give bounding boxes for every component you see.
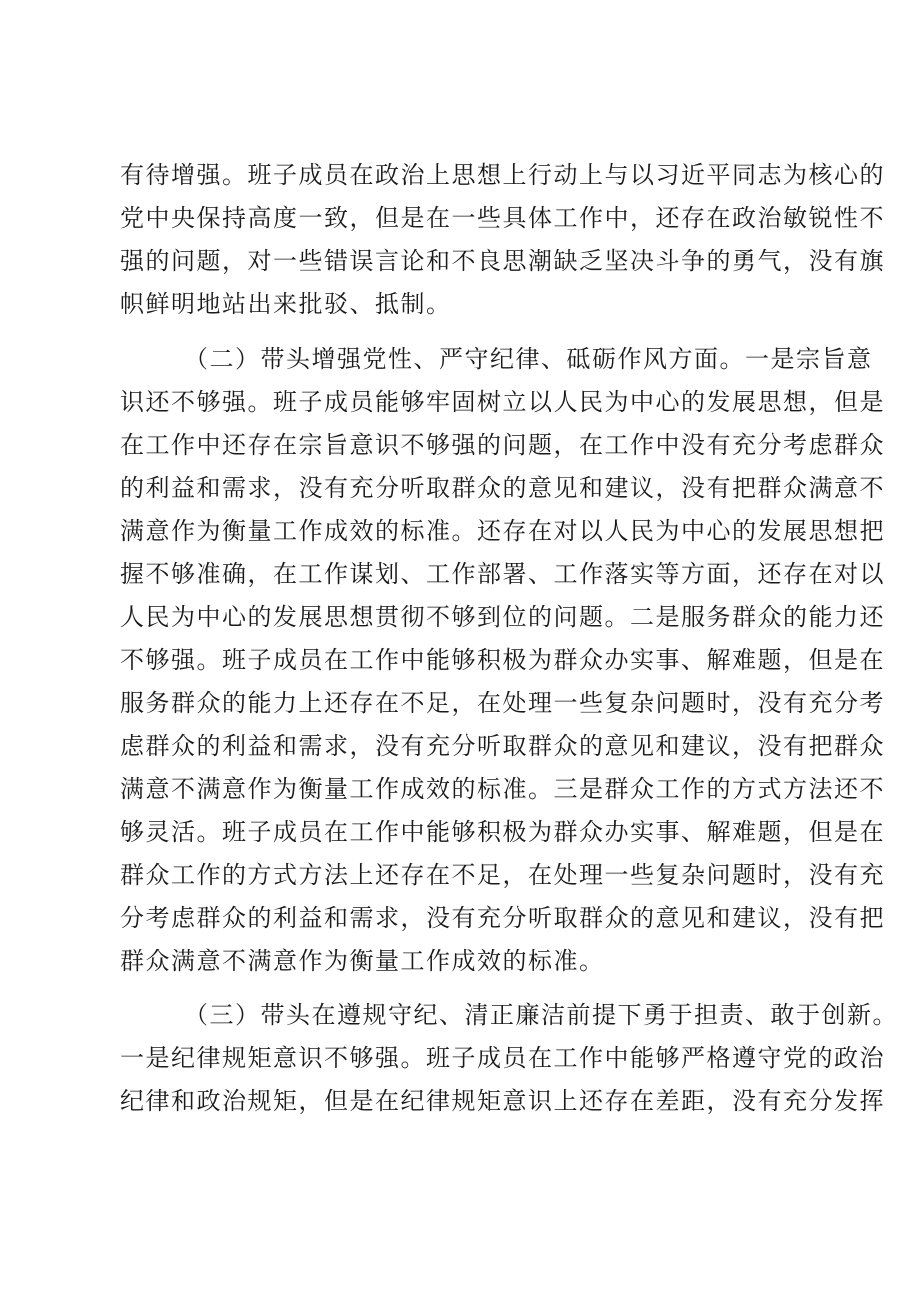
text-line: 群众满意不满意作为衡量工作成效的标准。 xyxy=(120,947,605,975)
text-line: （三）带头在遵规守纪、清正廉洁前提下勇于担责、敢于创新。 xyxy=(184,1001,898,1029)
paragraph-3 xyxy=(120,994,898,1123)
text-line: 党中央保持高度一致，但是在一些具体工作中，还存在政治敏锐性不 xyxy=(120,204,885,232)
paragraph-1 xyxy=(120,154,885,326)
text-line: 群众工作的方式方法上还存在不足，在处理一些复杂问题时，没有充 xyxy=(120,861,885,889)
text-line: 帜鲜明地站出来批驳、抵制。 xyxy=(120,290,452,318)
text-line: 识还不够强。班子成员能够牢固树立以人民为中心的发展思想，但是 xyxy=(120,388,885,416)
text-line: 的利益和需求，没有充分听取群众的意见和建议，没有把群众满意不 xyxy=(120,474,885,502)
text-line: 服务群众的能力上还存在不足，在处理一些复杂问题时，没有充分考 xyxy=(120,689,885,717)
text-line: 强的问题，对一些错误言论和不良思潮缺乏坚决斗争的勇气，没有旗 xyxy=(120,247,885,275)
text-line: 虑群众的利益和需求，没有充分听取群众的意见和建议，没有把群众 xyxy=(120,732,885,760)
text-line: 分考虑群众的利益和需求，没有充分听取群众的意见和建议，没有把 xyxy=(120,904,885,932)
paragraph-2 xyxy=(120,338,885,983)
text-line: 满意作为衡量工作成效的标准。还存在对以人民为中心的发展思想把 xyxy=(120,517,885,545)
text-line: 一是纪律规矩意识不够强。班子成员在工作中能够严格遵守党的政治 xyxy=(120,1044,885,1072)
text-line: 在工作中还存在宗旨意识不够强的问题，在工作中没有充分考虑群众 xyxy=(120,431,885,459)
text-line: （二）带头增强党性、严守纪律、砥砺作风方面。一是宗旨意 xyxy=(184,345,873,373)
text-line: 握不够准确，在工作谋划、工作部署、工作落实等方面，还存在对以 xyxy=(120,560,885,588)
text-line: 满意不满意作为衡量工作成效的标准。三是群众工作的方式方法还不 xyxy=(120,775,885,803)
text-line: 有待增强。班子成员在政治上思想上行动上与以习近平同志为核心的 xyxy=(120,161,885,189)
text-line: 人民为中心的发展思想贯彻不够到位的问题。二是服务群众的能力还 xyxy=(120,603,885,631)
text-line: 不够强。班子成员在工作中能够积极为群众办实事、解难题，但是在 xyxy=(120,646,885,674)
text-line: 够灵活。班子成员在工作中能够积极为群众办实事、解难题，但是在 xyxy=(120,818,885,846)
text-line: 纪律和政治规矩，但是在纪律规矩意识上还存在差距，没有充分发挥 xyxy=(120,1087,885,1115)
